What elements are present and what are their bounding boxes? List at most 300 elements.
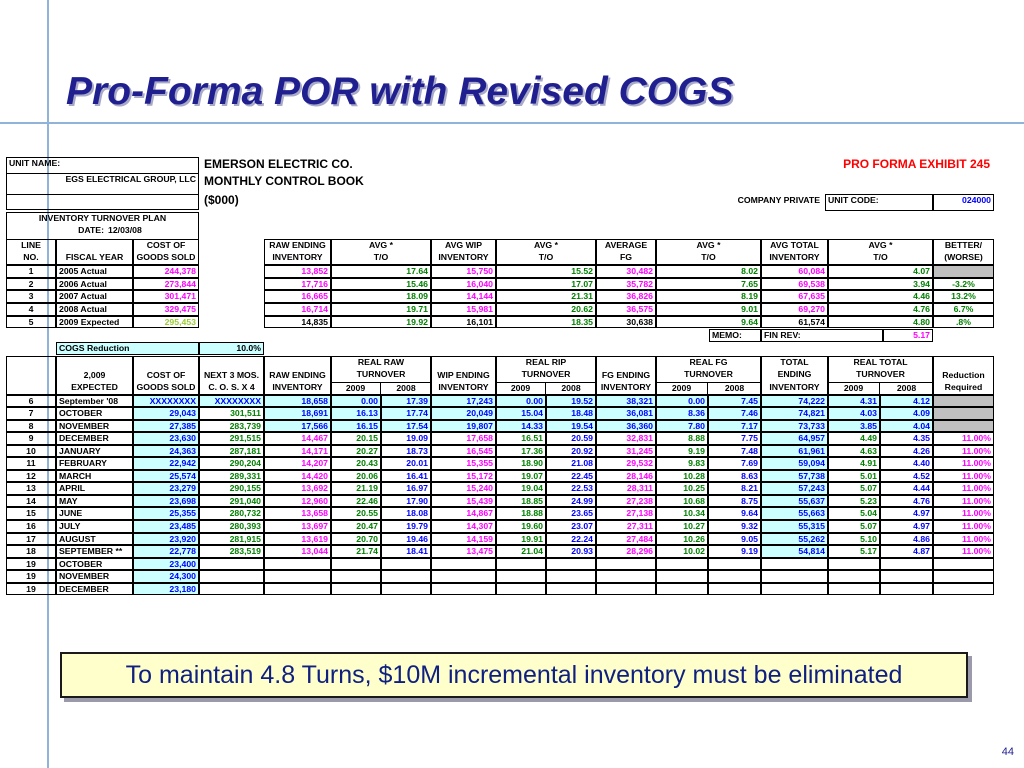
year-2009-header: 2009	[496, 382, 546, 395]
monthly-header-text: REAL RAW	[357, 356, 405, 367]
annual-better-worse	[933, 265, 994, 278]
annual-header-text: RAW ENDING	[269, 240, 326, 250]
year-2008-header: 2008	[708, 382, 761, 395]
annual-better-worse: .8%	[933, 316, 994, 329]
monthly-wip-to-2009	[496, 570, 546, 583]
annual-wip-turnover: 20.62	[496, 303, 596, 316]
annual-wip-inventory: 15,981	[431, 303, 496, 316]
monthly-wip-to-2008: 18.48	[546, 407, 596, 420]
monthly-next3	[199, 558, 264, 571]
monthly-total-inventory: 55,637	[761, 495, 828, 508]
monthly-next3: 280,732	[199, 507, 264, 520]
monthly-fg-to-2009: 9.19	[656, 445, 708, 458]
annual-total-inventory: 60,084	[761, 265, 828, 278]
monthly-header-text: GOODS SOLD	[136, 382, 196, 392]
monthly-cogs: 23,180	[133, 583, 199, 596]
monthly-header-text: TURNOVER	[356, 368, 406, 379]
monthly-cogs: 22,942	[133, 457, 199, 470]
monthly-raw-to-2008: 17.39	[381, 395, 431, 408]
monthly-header-text: WIP ENDING	[437, 369, 490, 380]
monthly-fg-to-2008: 8.21	[708, 482, 761, 495]
monthly-total-inventory: 73,733	[761, 420, 828, 433]
monthly-raw-to-2009: 20.43	[331, 457, 381, 470]
monthly-next3	[199, 583, 264, 596]
monthly-header-text: 2,009	[83, 369, 106, 380]
monthly-cogs: 25,355	[133, 507, 199, 520]
monthly-reduction-required: 11.00%	[933, 507, 994, 520]
annual-header-text: INVENTORY	[769, 252, 820, 262]
unit-code-value: 024000	[933, 194, 994, 211]
monthly-fg-inventory: 28,146	[596, 470, 656, 483]
annual-header-text: INVENTORY	[272, 252, 323, 262]
monthly-total-to-2009: 5.07	[828, 482, 880, 495]
monthly-reduction-required: 11.00%	[933, 457, 994, 470]
monthly-wip-inventory: 15,439	[431, 495, 496, 508]
monthly-header-text: EXPECTED	[71, 382, 118, 392]
monthly-raw-inventory	[264, 558, 331, 571]
monthly-total-to-2008: 4.76	[880, 495, 933, 508]
monthly-fg-inventory: 36,081	[596, 407, 656, 420]
monthly-wip-inventory: 15,355	[431, 457, 496, 470]
monthly-raw-to-2009: 16.13	[331, 407, 381, 420]
annual-header-text: FISCAL YEAR	[65, 252, 124, 262]
monthly-raw-inventory: 14,171	[264, 445, 331, 458]
exhibit-label: PRO FORMA EXHIBIT 245	[843, 157, 990, 171]
annual-wip-turnover: 18.35	[496, 316, 596, 329]
monthly-next3: XXXXXXXX	[199, 395, 264, 408]
annual-raw-inventory: 14,835	[264, 316, 331, 329]
monthly-total-inventory: 57,243	[761, 482, 828, 495]
monthly-reduction-required: 11.00%	[933, 520, 994, 533]
monthly-header-text: Reduction	[942, 369, 985, 380]
annual-line-no: 3	[6, 290, 56, 303]
company-private-label: COMPANY PRIVATE	[737, 195, 820, 205]
monthly-raw-to-2009	[331, 570, 381, 583]
annual-cogs: 295,453	[133, 316, 199, 329]
monthly-total-to-2009	[828, 558, 880, 571]
fin-rev-label: FIN REV:	[761, 329, 883, 342]
monthly-wip-to-2008: 20.93	[546, 545, 596, 558]
monthly-wip-to-2008: 20.59	[546, 432, 596, 445]
annual-better-worse: 6.7%	[933, 303, 994, 316]
monthly-fg-to-2008	[708, 583, 761, 596]
monthly-month: FEBRUARY	[56, 457, 133, 470]
monthly-fg-to-2008: 7.75	[708, 432, 761, 445]
monthly-raw-to-2009: 20.06	[331, 470, 381, 483]
monthly-fg-to-2008	[708, 570, 761, 583]
monthly-fg-inventory	[596, 570, 656, 583]
annual-wip-turnover: 15.52	[496, 265, 596, 278]
monthly-raw-to-2008: 19.09	[381, 432, 431, 445]
annual-total-turnover: 4.07	[828, 265, 933, 278]
annual-fg-inventory: 36,826	[596, 290, 656, 303]
annual-header-text: INVENTORY	[438, 252, 489, 262]
monthly-wip-to-2009: 19.91	[496, 533, 546, 546]
annual-total-inventory: 67,635	[761, 290, 828, 303]
monthly-raw-to-2009: 0.00	[331, 395, 381, 408]
year-2009-header: 2009	[331, 382, 381, 395]
annual-raw-inventory: 16,665	[264, 290, 331, 303]
monthly-total-to-2009: 5.07	[828, 520, 880, 533]
monthly-header-text: Required	[944, 382, 983, 392]
annual-fg-turnover: 9.01	[656, 303, 761, 316]
annual-wip-turnover: 17.07	[496, 278, 596, 291]
monthly-line-no: 19	[6, 558, 56, 571]
annual-header-text: AVG *	[868, 240, 893, 250]
monthly-total-inventory: 59,094	[761, 457, 828, 470]
annual-header-text: AVG WIP	[444, 240, 482, 250]
monthly-wip-inventory: 15,172	[431, 470, 496, 483]
monthly-total-to-2008: 4.35	[880, 432, 933, 445]
monthly-total-to-2009	[828, 583, 880, 596]
annual-total-turnover: 4.46	[828, 290, 933, 303]
monthly-line-no: 7	[6, 407, 56, 420]
monthly-cogs: 23,400	[133, 558, 199, 571]
monthly-raw-to-2008: 20.01	[381, 457, 431, 470]
monthly-wip-to-2009: 19.04	[496, 482, 546, 495]
monthly-cogs: 27,385	[133, 420, 199, 433]
monthly-header-text: C. O. S. X 4	[208, 382, 255, 392]
slide-horizontal-rule	[0, 122, 1024, 124]
monthly-wip-to-2009: 18.90	[496, 457, 546, 470]
monthly-line-no: 18	[6, 545, 56, 558]
annual-header-text: COST OF	[146, 240, 186, 250]
annual-fg-inventory: 30,482	[596, 265, 656, 278]
monthly-reduction-required: 11.00%	[933, 533, 994, 546]
monthly-wip-to-2009	[496, 558, 546, 571]
monthly-wip-to-2008: 23.07	[546, 520, 596, 533]
monthly-fg-to-2009	[656, 558, 708, 571]
monthly-reduction-required	[933, 420, 994, 433]
monthly-reduction-required	[933, 558, 994, 571]
monthly-wip-to-2008: 22.53	[546, 482, 596, 495]
monthly-raw-to-2009: 20.70	[331, 533, 381, 546]
monthly-raw-inventory: 17,566	[264, 420, 331, 433]
annual-wip-inventory: 14,144	[431, 290, 496, 303]
monthly-next3: 280,393	[199, 520, 264, 533]
monthly-raw-to-2009: 21.74	[331, 545, 381, 558]
annual-fiscal-year: 2008 Actual	[56, 303, 133, 316]
monthly-fg-to-2009: 8.36	[656, 407, 708, 420]
annual-line-no: 5	[6, 316, 56, 329]
monthly-next3: 291,040	[199, 495, 264, 508]
monthly-fg-inventory: 31,245	[596, 445, 656, 458]
monthly-total-to-2008: 4.04	[880, 420, 933, 433]
monthly-wip-to-2008	[546, 583, 596, 596]
monthly-raw-to-2008	[381, 558, 431, 571]
monthly-fg-to-2008	[708, 558, 761, 571]
monthly-wip-inventory: 16,545	[431, 445, 496, 458]
annual-line-no: 4	[6, 303, 56, 316]
cogs-reduction-value: 10.0%	[199, 342, 264, 355]
annual-cogs: 273,844	[133, 278, 199, 291]
monthly-total-to-2009: 4.63	[828, 445, 880, 458]
monthly-raw-inventory: 14,467	[264, 432, 331, 445]
monthly-total-to-2008: 4.52	[880, 470, 933, 483]
year-2009-header: 2009	[828, 382, 880, 395]
annual-total-turnover: 4.80	[828, 316, 933, 329]
monthly-wip-to-2008: 23.65	[546, 507, 596, 520]
annual-fg-turnover: 9.64	[656, 316, 761, 329]
annual-total-inventory: 61,574	[761, 316, 828, 329]
monthly-wip-inventory	[431, 583, 496, 596]
monthly-raw-inventory: 14,420	[264, 470, 331, 483]
year-2008-header: 2008	[880, 382, 933, 395]
monthly-wip-to-2009: 19.60	[496, 520, 546, 533]
monthly-header-text: INVENTORY	[272, 382, 323, 392]
monthly-reduction-required	[933, 407, 994, 420]
annual-wip-inventory: 16,101	[431, 316, 496, 329]
annual-raw-turnover: 17.64	[331, 265, 431, 278]
monthly-wip-inventory: 14,867	[431, 507, 496, 520]
monthly-fg-inventory: 28,311	[596, 482, 656, 495]
monthly-wip-inventory: 17,658	[431, 432, 496, 445]
monthly-wip-to-2009: 21.04	[496, 545, 546, 558]
spreadsheet	[6, 157, 994, 592]
monthly-raw-to-2008: 19.79	[381, 520, 431, 533]
annual-header-text: AVG *	[696, 240, 721, 250]
monthly-reduction-required	[933, 570, 994, 583]
monthly-wip-inventory: 20,049	[431, 407, 496, 420]
annual-raw-turnover: 19.71	[331, 303, 431, 316]
annual-fiscal-year: 2005 Actual	[56, 265, 133, 278]
monthly-line-no: 13	[6, 482, 56, 495]
conclusion-callout	[60, 652, 968, 698]
monthly-raw-inventory: 18,658	[264, 395, 331, 408]
monthly-line-no: 19	[6, 570, 56, 583]
monthly-wip-to-2008: 20.92	[546, 445, 596, 458]
annual-header-text: FG	[619, 252, 633, 262]
monthly-fg-to-2009	[656, 570, 708, 583]
header-spacer	[6, 194, 199, 210]
monthly-cogs: 22,778	[133, 545, 199, 558]
monthly-total-to-2008	[880, 583, 933, 596]
monthly-month: DECEMBER	[56, 583, 133, 596]
annual-total-turnover: 3.94	[828, 278, 933, 291]
monthly-wip-inventory: 13,475	[431, 545, 496, 558]
annual-fiscal-year: 2006 Actual	[56, 278, 133, 291]
monthly-raw-to-2008: 18.73	[381, 445, 431, 458]
monthly-reduction-required: 11.00%	[933, 545, 994, 558]
monthly-raw-to-2008	[381, 570, 431, 583]
annual-total-inventory: 69,538	[761, 278, 828, 291]
monthly-month: DECEMBER	[56, 432, 133, 445]
monthly-fg-inventory: 28,296	[596, 545, 656, 558]
monthly-total-to-2008: 4.40	[880, 457, 933, 470]
year-2008-header: 2008	[546, 382, 596, 395]
monthly-next3: 283,739	[199, 420, 264, 433]
monthly-cogs: 23,279	[133, 482, 199, 495]
monthly-raw-to-2009: 21.19	[331, 482, 381, 495]
monthly-month: MAY	[56, 495, 133, 508]
monthly-line-no: 6	[6, 395, 56, 408]
annual-header-text: AVG *	[369, 240, 393, 250]
group-name: EGS ELECTRICAL GROUP, LLC	[6, 174, 199, 194]
monthly-fg-inventory: 29,532	[596, 457, 656, 470]
monthly-wip-inventory: 19,807	[431, 420, 496, 433]
annual-fg-turnover: 8.19	[656, 290, 761, 303]
monthly-next3	[199, 570, 264, 583]
monthly-month: APRIL	[56, 482, 133, 495]
annual-header-text: BETTER/	[944, 240, 983, 250]
annual-wip-inventory: 15,750	[431, 265, 496, 278]
monthly-raw-to-2009	[331, 558, 381, 571]
annual-total-turnover: 4.76	[828, 303, 933, 316]
monthly-fg-inventory: 27,138	[596, 507, 656, 520]
annual-header-text: T/O	[373, 252, 389, 262]
monthly-next3: 289,331	[199, 470, 264, 483]
monthly-header-text: COST OF	[146, 369, 186, 380]
monthly-line-no: 15	[6, 507, 56, 520]
monthly-raw-to-2008: 18.41	[381, 545, 431, 558]
monthly-fg-inventory: 27,238	[596, 495, 656, 508]
monthly-total-to-2009: 5.23	[828, 495, 880, 508]
monthly-reduction-required: 11.00%	[933, 432, 994, 445]
annual-better-worse: 13.2%	[933, 290, 994, 303]
monthly-month: September '08	[56, 395, 133, 408]
monthly-wip-to-2008: 19.52	[546, 395, 596, 408]
units-label: ($000)	[204, 193, 239, 207]
monthly-fg-to-2008: 9.05	[708, 533, 761, 546]
monthly-wip-inventory: 14,307	[431, 520, 496, 533]
monthly-wip-to-2009: 14.33	[496, 420, 546, 433]
monthly-total-inventory: 55,315	[761, 520, 828, 533]
monthly-line-no: 17	[6, 533, 56, 546]
monthly-header-text: NEXT 3 MOS.	[203, 369, 260, 380]
monthly-raw-inventory	[264, 570, 331, 583]
monthly-total-inventory: 74,821	[761, 407, 828, 420]
monthly-reduction-required: 11.00%	[933, 495, 994, 508]
monthly-wip-to-2009	[496, 583, 546, 596]
fin-rev-value: 5.17	[883, 329, 933, 342]
monthly-fg-to-2009: 9.83	[656, 457, 708, 470]
monthly-fg-to-2008: 7.48	[708, 445, 761, 458]
monthly-cogs: 23,630	[133, 432, 199, 445]
monthly-fg-to-2009: 10.34	[656, 507, 708, 520]
monthly-raw-to-2009: 20.47	[331, 520, 381, 533]
monthly-total-to-2008: 4.86	[880, 533, 933, 546]
monthly-total-inventory: 61,961	[761, 445, 828, 458]
monthly-total-inventory: 55,262	[761, 533, 828, 546]
monthly-total-to-2008	[880, 570, 933, 583]
monthly-total-to-2009: 4.31	[828, 395, 880, 408]
monthly-total-to-2008: 4.97	[880, 520, 933, 533]
monthly-next3: 281,915	[199, 533, 264, 546]
monthly-total-inventory	[761, 558, 828, 571]
slide-title: Pro-Forma POR with Revised COGS	[66, 70, 734, 113]
monthly-fg-inventory: 36,360	[596, 420, 656, 433]
monthly-total-to-2009: 5.10	[828, 533, 880, 546]
monthly-header-text: RAW ENDING	[269, 369, 326, 380]
monthly-raw-inventory: 12,960	[264, 495, 331, 508]
monthly-total-to-2009: 4.49	[828, 432, 880, 445]
monthly-total-to-2008: 4.44	[880, 482, 933, 495]
monthly-total-to-2009: 5.17	[828, 545, 880, 558]
monthly-line-no: 10	[6, 445, 56, 458]
monthly-reduction-required: 11.00%	[933, 445, 994, 458]
monthly-line-no: 19	[6, 583, 56, 596]
monthly-header-cell	[6, 356, 56, 395]
monthly-fg-to-2009: 10.68	[656, 495, 708, 508]
monthly-cogs: 29,043	[133, 407, 199, 420]
date-value: 12/03/08	[108, 225, 142, 235]
monthly-wip-inventory: 14,159	[431, 533, 496, 546]
monthly-cogs: 25,574	[133, 470, 199, 483]
monthly-fg-to-2008: 9.64	[708, 507, 761, 520]
annual-header-text: AVG *	[534, 240, 558, 250]
monthly-wip-to-2008: 22.45	[546, 470, 596, 483]
monthly-month: JULY	[56, 520, 133, 533]
monthly-raw-to-2008: 17.90	[381, 495, 431, 508]
monthly-header-text: REAL RIP	[525, 356, 567, 367]
monthly-next3: 290,155	[199, 482, 264, 495]
monthly-total-to-2009: 4.91	[828, 457, 880, 470]
monthly-header-text: TURNOVER	[684, 368, 733, 379]
monthly-raw-to-2009: 20.27	[331, 445, 381, 458]
monthly-raw-inventory	[264, 583, 331, 596]
monthly-fg-to-2009: 10.28	[656, 470, 708, 483]
monthly-total-to-2008: 4.87	[880, 545, 933, 558]
monthly-cogs: 23,698	[133, 495, 199, 508]
monthly-fg-inventory: 32,831	[596, 432, 656, 445]
annual-total-inventory: 69,270	[761, 303, 828, 316]
monthly-raw-to-2009: 22.46	[331, 495, 381, 508]
monthly-raw-to-2009: 20.15	[331, 432, 381, 445]
monthly-month: OCTOBER	[56, 558, 133, 571]
monthly-month: JANUARY	[56, 445, 133, 458]
monthly-wip-to-2008	[546, 558, 596, 571]
monthly-fg-to-2008: 7.69	[708, 457, 761, 470]
monthly-fg-to-2009	[656, 583, 708, 596]
monthly-wip-inventory	[431, 570, 496, 583]
monthly-fg-to-2008: 8.63	[708, 470, 761, 483]
annual-cogs: 301,471	[133, 290, 199, 303]
monthly-fg-to-2008: 7.17	[708, 420, 761, 433]
annual-header-text: NO.	[23, 252, 39, 262]
annual-header-text: T/O	[538, 252, 554, 262]
monthly-month: SEPTEMBER **	[56, 545, 133, 558]
annual-header-text: (WORSE)	[944, 252, 983, 262]
monthly-wip-to-2008: 22.24	[546, 533, 596, 546]
monthly-fg-inventory: 38,321	[596, 395, 656, 408]
monthly-reduction-required: 11.00%	[933, 470, 994, 483]
monthly-raw-to-2009	[331, 583, 381, 596]
annual-cogs: 244,378	[133, 265, 199, 278]
monthly-total-inventory: 55,663	[761, 507, 828, 520]
monthly-wip-inventory: 17,243	[431, 395, 496, 408]
monthly-total-to-2009: 3.85	[828, 420, 880, 433]
monthly-wip-inventory	[431, 558, 496, 571]
monthly-raw-to-2008	[381, 583, 431, 596]
monthly-raw-to-2008: 16.97	[381, 482, 431, 495]
annual-header-text: LINE	[21, 240, 41, 250]
monthly-total-to-2008: 4.09	[880, 407, 933, 420]
monthly-next3: 283,519	[199, 545, 264, 558]
monthly-fg-inventory	[596, 558, 656, 571]
monthly-fg-to-2009: 10.25	[656, 482, 708, 495]
monthly-fg-to-2009: 7.80	[656, 420, 708, 433]
monthly-raw-to-2009: 16.15	[331, 420, 381, 433]
monthly-total-to-2009: 5.04	[828, 507, 880, 520]
monthly-raw-inventory: 13,619	[264, 533, 331, 546]
monthly-total-inventory	[761, 583, 828, 596]
page-number: 44	[1001, 746, 1014, 758]
monthly-total-to-2008: 4.12	[880, 395, 933, 408]
date-label: DATE:	[78, 225, 104, 235]
annual-raw-turnover: 15.46	[331, 278, 431, 291]
annual-line-no: 1	[6, 265, 56, 278]
monthly-raw-inventory: 13,692	[264, 482, 331, 495]
